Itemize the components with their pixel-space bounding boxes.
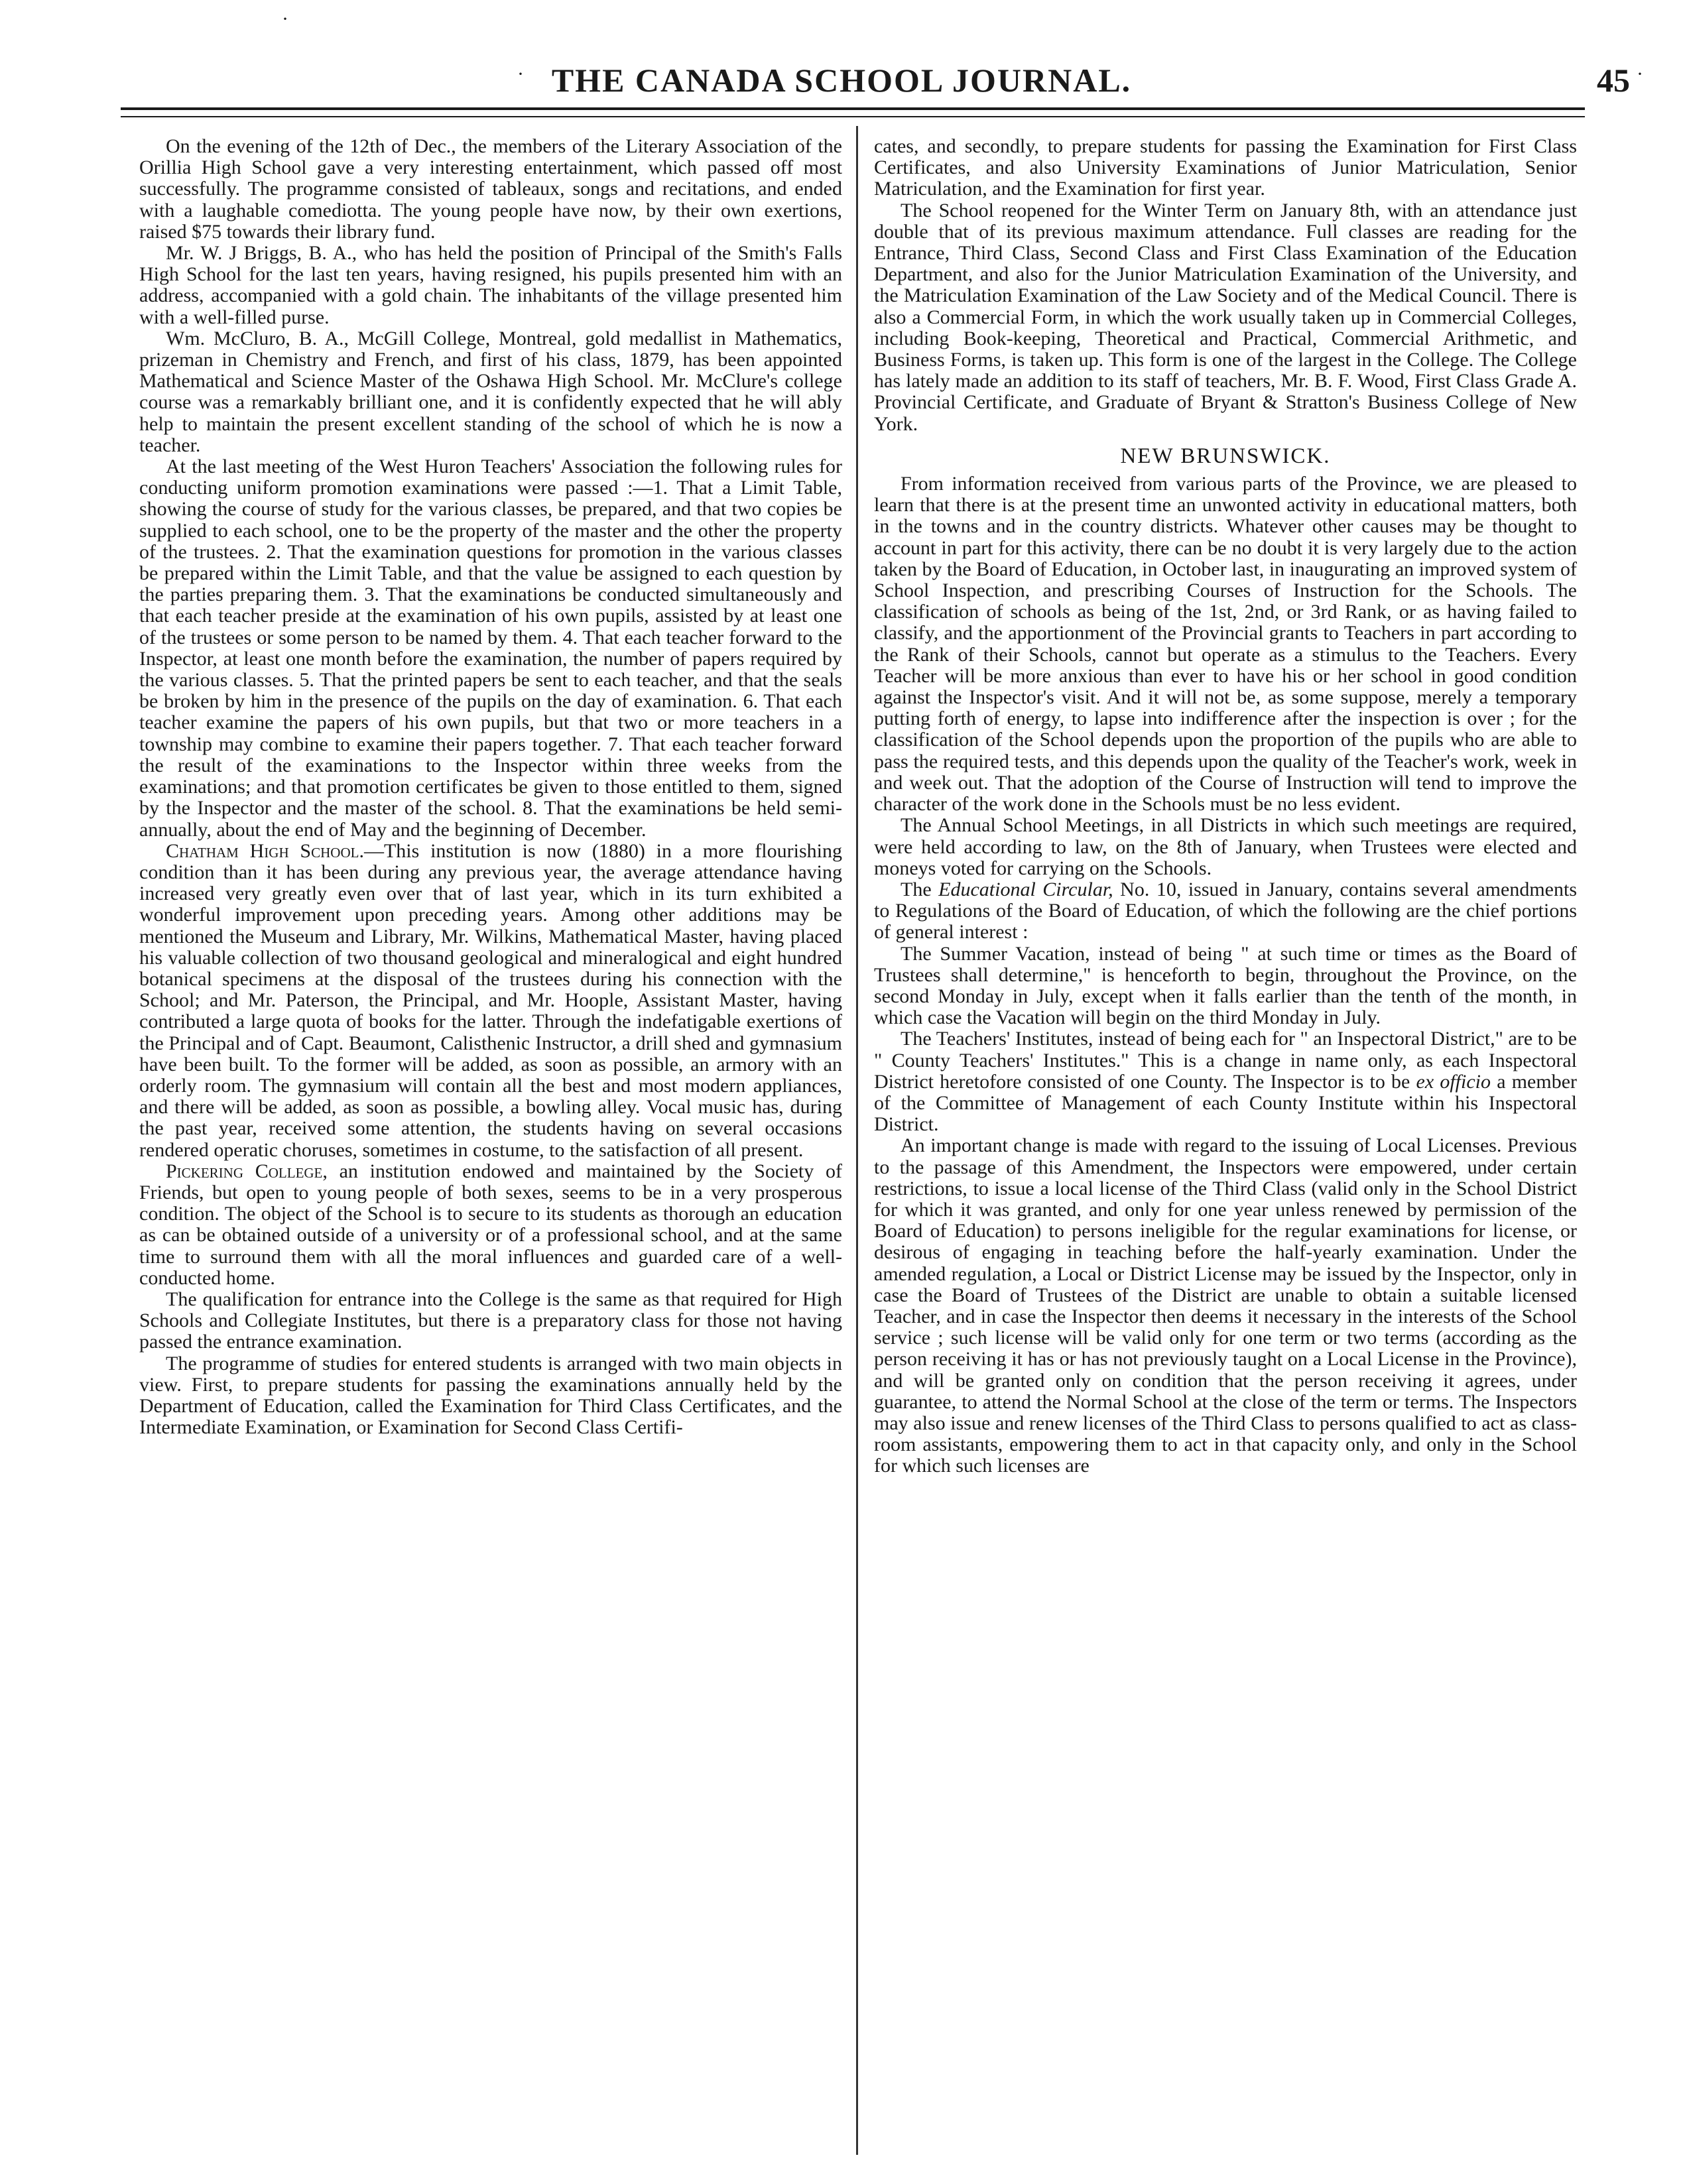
running-title: THE CANADA SCHOOL JOURNAL. bbox=[551, 62, 1132, 99]
paragraph-certificates: cates, and secondly, to prepare students for passing the Examination for First Class Certificates, and also University Examinations of Junior Matriculation, Senior Matriculation, and the Examination for first year. bbox=[874, 136, 1577, 200]
paragraph-meetings: The Annual School Meetings, in all Districts in which such meetings are required, were held according to law, on the 8th of January, when Trustees were elected and moneys voted for carrying on the Schools. bbox=[874, 814, 1577, 879]
paragraph-licenses: An important change is made with regard to the issuing of Local Licenses. Previous to the passage of this Amendment, the Inspectors were empowered, under certain restrictions, to issue a local license of the Third Class (valid only in the School District for which it was granted, and only for one year unless renewed by permission of the Board of Education) to persons ineligible for the regular examinations for license, or desirous of engaging in teaching before the half-yearly examination. Under the amended regulation, a Local or District License may be issued by the Inspector, only in case the Board of Trustees of the District are unable to obtain a suitable licensed Teacher, and in case the Inspector then deems it necessary in the interests of the School service ; such license will be valid only for one term or two terms (according as the person receiving it has or has not previously taught on a Local License in the Province), and will be granted only on condition that the person receiving it agrees, under guarantee, to attend the Normal School at the close of the term or terms. The Inspectors may also issue and renew licenses of the Third Class to persons qualified to act as class-room assistants, empowering them to act in that capacity only, and only in the School for which such licenses are bbox=[874, 1134, 1577, 1477]
institutes-italic: ex officio bbox=[1416, 1070, 1491, 1093]
institutes-body: a member of the Committee of Management of each County Institute within his Inspectoral District. bbox=[874, 1070, 1577, 1136]
left-column bbox=[139, 136, 842, 2158]
circular-body: No. 10, issued in January, contains several amendments to Regulations of the Board of Education, of which the following are the chief portions of general interest : bbox=[874, 878, 1577, 943]
margin-mark: · bbox=[517, 63, 524, 85]
paragraph-west-huron: At the last meeting of the West Huron Teachers' Association the following rules for conducting uniform promotion examinations were passed :—1. That a Limit Table, showing the course of study for the various classes, be prepared, and that two copies be supplied to each school, one to be the property of the master and the other the property of the trustees. 2. That the examination questions for promotion in the various classes be prepared within the Limit Table, and that the value be assigned to each question by the parties preparing them. 3. That the examinations be conducted simultaneously and that each teacher preside at the examination of his own pupils, assisted by at least one of the trustees or some person to be named by them. 4. That each teacher forward to the Inspector, at least one month before the examination, the number of papers required by the various classes. 5. That the printed papers be sent to each teacher, and that the seals be broken by him in the presence of the pupils on the day of examination. 6. That each teacher examine the papers of his own pupils, but that two or more teachers in a township may combine to examine their papers together. 7. That each teacher forward the result of the examinations to the Inspector within three weeks from the examinations; and that promotion certificates be given to those entitled to them, signed by the Inspector and the master of the school. 8. That the examinations be held semi-annually, about the end of May and the beginning of December. bbox=[139, 455, 842, 841]
header-rule-thin bbox=[121, 116, 1585, 117]
column-divider bbox=[856, 126, 858, 2155]
section-heading-new-brunswick: NEW BRUNSWICK. bbox=[1120, 444, 1331, 468]
paragraph-vacation: The Summer Vacation, instead of being " at such time or times as the Board of Trustees shall determine," is henceforth to begin, throughout the Province, on the second Monday in July, except when it falls earlier than the tenth of the month, in which case the Vacation will begin on the third Monday in July. bbox=[874, 942, 1577, 1029]
page-number: 45 bbox=[1597, 62, 1630, 99]
paragraph-chatham bbox=[139, 841, 842, 1161]
margin-mark: · bbox=[1637, 63, 1643, 85]
header-rule bbox=[121, 107, 1585, 110]
paragraph-institutes bbox=[874, 1028, 1577, 1135]
paragraph-circular bbox=[874, 879, 1577, 943]
paragraph-winter-term: The School reopened for the Winter Term on January 8th, with an attendance just double that of its previous maximum attendance. Full classes are reading for the Entrance, Third Class, Second Class and First Class Examination of the Education Department, and also for the Junior Matriculation Examination of the University, and the Matriculation Examination of the Law Society and of the Medical Council. There is also a Commercial Form, in which the work usually taken up in Commercial Colleges, including Book-keeping, Theoretical and Practical, Commercial Arithmetic, and Business Forms, is taken up. This form is one of the largest in the College. The College has lately made an addition to its staff of teachers, Mr. B. F. Wood, First Class Grade A. Provincial Certificate, and Graduate of Bryant & Stratton's Business College of New York. bbox=[874, 199, 1577, 435]
institutes-pre: The Teachers' Institutes, instead of being each for " an Inspectoral District," are to be " County Teachers' Institutes." This is a change in name only, as each Inspectoral District heretofore consisted of one County. The Inspector is to be bbox=[874, 1028, 1577, 1093]
paragraph-orillia: On the evening of the 12th of Dec., the members of the Literary Association of the Orillia High School gave a very interesting entertainment, which passed off most successfully. The programme consisted of tableaux, songs and recitations, and ended with a laughable comediotta. The young people have now, by their own exertions, raised $75 towards their library fund. bbox=[139, 136, 842, 243]
paragraph-mcclure: Wm. McCluro, B. A., McGill College, Montreal, gold medallist in Mathematics, prizeman in Chemistry and French, and first of his class, 1879, has been appointed Mathematical and Science Master of the Oshawa High School. Mr. McClure's college course was a remarkably brilliant one, and it is confidently expected that he will ably help to maintain the present excellent standing of the school of which he is now a teacher. bbox=[139, 327, 842, 456]
circular-pre: The bbox=[901, 878, 939, 900]
paragraph-activity: From information received from various parts of the Province, we are pleased to learn that there is at the present time an unwonted activity in educational matters, both in the towns and in the country districts. Whatever other causes may be thought to account in part for this activity, there can be no doubt it is very largely due to the action taken by the Board of Education, in October last, in inaugurating an improved system of School Inspection, and prescribing Courses of Instruction for the Schools. The classification of schools as being of the 1st, 2nd, or 3rd Rank, or as having failed to classify, and the apportionment of the Provincial grants to Teachers in part according to the Rank of their Schools, cannot but operate as a stimulus to the Teachers. Every Teacher will be more anxious than ever to have his or her school in good condition against the Inspector's visit. And it will not be, as some suppose, merely a temporary putting forth of energy, to lapse into indifference after the inspection is over ; for the classification of the School depends upon the proportion of the pupils who are able to pass the required tests, and this depends upon the quality of the Teacher's work, week in and week out. That the adoption of the Course of Instruction will tend to improve the character of the work done in the Schools must be no less evident. bbox=[874, 473, 1577, 816]
pickering-lead: Pickering College, bbox=[166, 1160, 328, 1182]
paragraph-programme: The programme of studies for entered students is arranged with two main objects in view. First, to prepare students for passing the examinations annually held by the Department of Education, called the Examination for Third Class Certificates, and the Intermediate Examination, or Examination for Second Class Certifi- bbox=[139, 1352, 842, 1439]
chatham-lead: Chatham High School. bbox=[166, 839, 364, 862]
circular-title: Educational Circular, bbox=[938, 878, 1113, 900]
pickering-body: an institution endowed and maintained by the Society of Friends, but open to young people of both sexes, seems to be in a very prosperous condition. The object of the School is to secure to its students as thorough an education as can be obtained outside of a university or of a professional school, and at the same time to surround them with all the moral influences and guarded care of a well-conducted home. bbox=[139, 1160, 842, 1289]
chatham-body: —This institution is now (1880) in a more flourishing condition than it has been during any previous year, the average attendance having increased very greatly even over that of last year, which in its turn exhibited a wonderful improvement upon preceding years. Among other additions may be mentioned the Museum and Library, Mr. Wilkins, Mathematical Master, having placed his valuable collection of two thousand geological and mineralogical and eight hundred botanical specimens at the disposal of the trustees during his connection with the School; and Mr. Paterson, the Principal, and Mr. Hoople, Assistant Master, having contributed a large quota of books for the latter. Through the indefatigable exertions of the Principal and of Capt. Beaumont, Calisthenic Instructor, a drill shed and gymnasium have been built. To the former will be added, as soon as possible, an armory with an orderly room. The gymnasium will contain all the best and most modern appliances, and there will be added, as soon as possible, a bowling alley. Vocal music has, during the past year, received some attention, the students having on several occasions rendered operatic choruses, sometimes in costume, to the satisfaction of all present. bbox=[139, 839, 842, 1161]
paragraph-qualification: The qualification for entrance into the College is the same as that required for High Schools and Collegiate Institutes, but there is a preparatory class for those not having passed the entrance examination. bbox=[139, 1288, 842, 1353]
paragraph-briggs: Mr. W. J Briggs, B. A., who has held the position of Principal of the Smith's Falls High School for the last ten years, having resigned, his pupils presented him with an address, accompanied with a gold chain. The inhabitants of the village presented him with a well-filled purse. bbox=[139, 242, 842, 328]
margin-mark: · bbox=[282, 8, 288, 30]
paragraph-pickering bbox=[139, 1161, 842, 1289]
right-column bbox=[874, 136, 1577, 2158]
